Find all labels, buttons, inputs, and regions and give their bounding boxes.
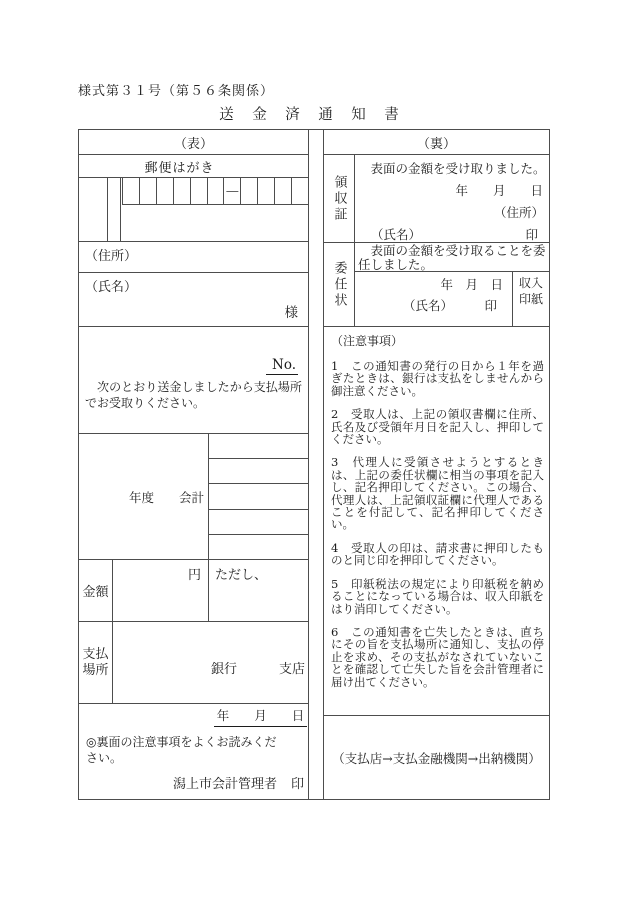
- issuer-line: [79, 773, 308, 792]
- proxy-name-label: （氏名）: [403, 298, 454, 313]
- document-title: 送 金 済 通 知 書: [219, 107, 401, 123]
- front-column: [79, 130, 309, 799]
- postal-code-box: [123, 178, 140, 204]
- postal-code-box: [275, 178, 292, 204]
- postal-code-boxes: [122, 178, 308, 205]
- amount-proviso-cell: [209, 560, 308, 621]
- branch-label: 支店: [278, 662, 305, 677]
- form-number: 様式第３１号（第５６条関係）: [78, 84, 275, 99]
- issuer-name: 潟上市会計管理者: [172, 777, 277, 792]
- amount-label: 金額: [82, 585, 109, 600]
- receipt-content: [355, 155, 549, 242]
- receipt-address-label: （住所）: [493, 205, 544, 220]
- receipt-label-cell: [324, 155, 355, 242]
- note-item-3: 3 代理人に受領させようとするときは、上記の委任状欄に相当の事項を記入し、記名押印してください。この場合、代理人は、上記領収証欄に代理人であることを付記して、記名押印してください。: [331, 455, 544, 532]
- amount-section: [79, 559, 308, 621]
- form-sheet: [78, 129, 550, 800]
- receipt-name-line: [358, 225, 547, 243]
- postcard-label: 郵便はがき: [144, 160, 215, 176]
- fiscal-year-section: [79, 433, 308, 559]
- proxy-seal-label: 印: [484, 298, 497, 313]
- proxy-section: [324, 242, 549, 326]
- revenue-stamp-label: 収入印紙: [518, 276, 543, 306]
- stamp-cell: [79, 178, 108, 241]
- receipt-name-label: （氏名）: [371, 227, 422, 242]
- back-column: [324, 130, 549, 799]
- amount-label-cell: [79, 560, 113, 621]
- postal-code-box: [140, 178, 157, 204]
- routing-label: （支払店→支払金融機関→出納機関）: [332, 750, 541, 766]
- postal-code-dash-box: ―: [224, 178, 241, 204]
- revenue-stamp-cell: [512, 272, 549, 326]
- entry-line: [209, 483, 308, 508]
- postal-code-box: [157, 178, 174, 204]
- note-item-1: 1 この通知書の発行の日から１年を過ぎたときは、銀行は支払をしませんから御注意ください。: [331, 359, 544, 398]
- message-cell: [79, 326, 308, 433]
- postal-code-box: [292, 178, 308, 204]
- front-header-label: （表）: [173, 136, 213, 152]
- postal-code-area: [79, 177, 308, 241]
- issue-date-line: [79, 706, 308, 727]
- issue-date-labels: 年 月 日: [214, 706, 307, 727]
- issuer-seal-label: 印: [290, 777, 304, 792]
- entry-line: [209, 458, 308, 483]
- name-label: （氏名）: [85, 280, 138, 295]
- bank-label: 銀行: [211, 662, 238, 677]
- entry-line: [209, 534, 308, 559]
- proxy-label: 委任状: [331, 260, 347, 309]
- notes-section: [324, 326, 549, 715]
- honorific-label: 様: [284, 305, 298, 321]
- pay-place-value-cell: [113, 622, 308, 703]
- amount-value-cell: [113, 560, 209, 621]
- name-cell: [79, 272, 308, 326]
- proxy-sub-row: [355, 272, 549, 326]
- note-item-5: 5 印紙税法の規定により印紙税を納めることになっている場合は、収入印紙をはり消印してください。: [331, 576, 544, 616]
- address-label: （住所）: [85, 249, 138, 264]
- receipt-section: [324, 154, 549, 242]
- routing-cell: [324, 715, 549, 799]
- postal-code-box: [208, 178, 225, 204]
- pay-place-label-cell: [79, 622, 113, 703]
- fold-gutter: [309, 130, 324, 799]
- postal-code-box: [258, 178, 275, 204]
- note-item-2: 2 受取人は、上記の領収書欄に住所、氏名及び受領年月日を記入し、押印してください。: [331, 407, 544, 447]
- remittance-message: 次のとおり送金しましたから支払場所でお受取りください。: [85, 380, 302, 410]
- receipt-seal-label: 印: [525, 227, 538, 242]
- entry-line: [209, 509, 308, 534]
- proviso-label: ただし、: [215, 568, 268, 583]
- pay-place-label: 支払場所: [82, 646, 109, 678]
- postal-code-box: [191, 178, 208, 204]
- back-header-cell: [324, 130, 549, 154]
- address-cell: [79, 241, 308, 272]
- proxy-content: [355, 243, 549, 326]
- number-label: No.: [266, 357, 298, 375]
- note-item-6: 6 この通知書を亡失したときは、直ちにその旨を支払場所に通知し、支払の停止を求め、その支払がなされていないことを確認して亡失した旨を会計管理者に届け出てください。: [331, 624, 544, 689]
- proxy-statement: 表面の金額を受け取ることを委任しました。: [355, 243, 549, 272]
- notes-heading: （注意事項）: [331, 334, 404, 348]
- entry-line: [209, 434, 308, 458]
- postal-code-box: [241, 178, 258, 204]
- proxy-entry-cell: [355, 272, 512, 326]
- postcard-cell: [79, 154, 308, 177]
- stamp-cell-narrow: [108, 178, 121, 241]
- receipt-date-labels: 年 月 日: [455, 183, 543, 198]
- note-item-4: 4 受取人の印は、請求書に押印したものと同じ印を押印してください。: [331, 540, 544, 568]
- proxy-date-labels: 年 月 日: [440, 277, 503, 292]
- proxy-label-cell: [324, 243, 355, 326]
- pay-place-section: [79, 621, 308, 703]
- front-bottom-section: [79, 703, 308, 799]
- see-reverse-note: ◎裏面の注意事項をよくお読みください。: [86, 735, 277, 765]
- proxy-name-line: [355, 296, 512, 314]
- receipt-label: 領収証: [331, 174, 347, 223]
- back-header-label: （裏）: [416, 136, 456, 152]
- front-header-cell: [79, 130, 308, 154]
- fiscal-entry-lines: [209, 434, 308, 559]
- yen-label: 円: [187, 568, 201, 583]
- postal-code-box: [174, 178, 191, 204]
- fiscal-year-label: 年度 会計: [79, 434, 209, 559]
- receipt-statement: 表面の金額を受け取りました。: [358, 161, 546, 176]
